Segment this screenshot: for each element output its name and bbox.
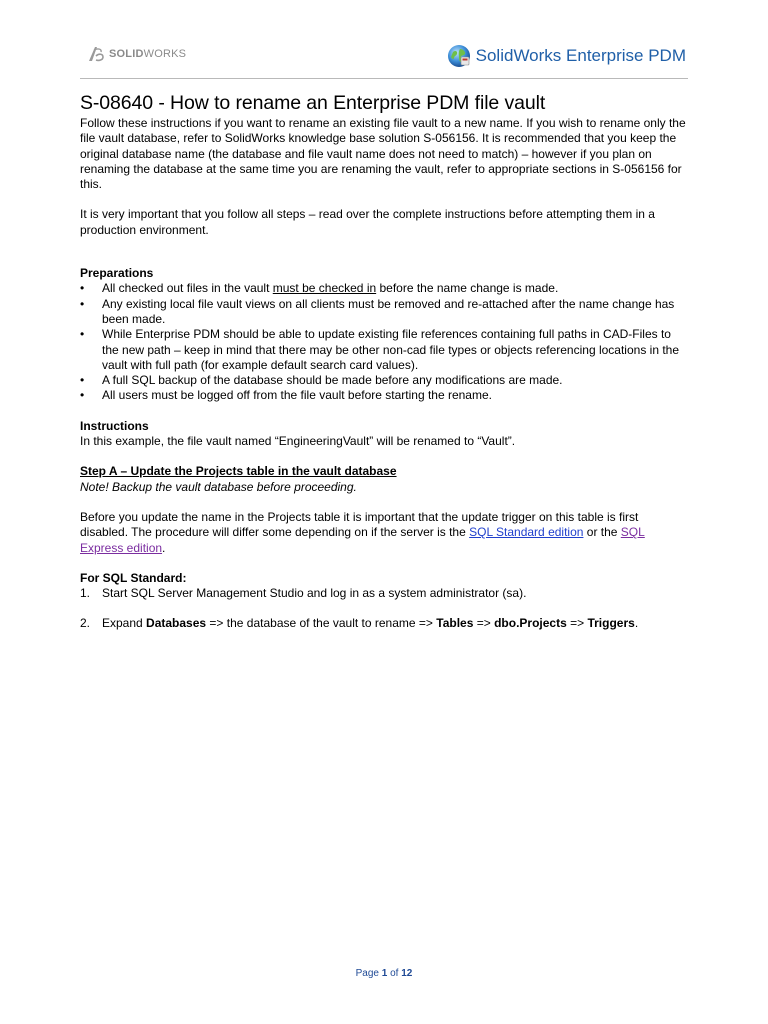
preparations-heading: Preparations bbox=[80, 266, 154, 281]
list-item: • A full SQL backup of the database should be made before any modifications are made. bbox=[80, 373, 686, 388]
preparations-list bbox=[80, 281, 686, 403]
warning-paragraph: It is very important that you follow all steps – read over the complete instructions before attempting them in a production environment. bbox=[80, 207, 655, 237]
step-a-heading: Step A – Update the Projects table in the vault database bbox=[80, 464, 397, 479]
solidworks-wordmark: SOLIDWORKS bbox=[109, 48, 187, 60]
header-divider bbox=[80, 78, 688, 79]
intro-paragraph: Follow these instructions if you want to rename an existing file vault to a new name. If you wish to rename only the file vault database, refer to SolidWorks knowledge base solution S-056156. It is recommended that you keep the original database name (the database and file vault name does not need to match) – however if you plan on renaming the database at the same time you are renaming the vault, refer to appropriate sections in S-056156 for this. bbox=[80, 116, 686, 192]
page-footer bbox=[0, 968, 768, 979]
instructions-heading: Instructions bbox=[80, 418, 149, 433]
sql-express-link[interactable]: SQL Express edition bbox=[80, 525, 645, 555]
document-title: S-08640 - How to rename an Enterprise PDM file vault bbox=[80, 92, 546, 114]
sql-standard-heading: For SQL Standard: bbox=[80, 570, 187, 585]
list-item: • While Enterprise PDM should be able to update existing file references containing full paths in CAD-Files to the new path – keep in mind that there may be other non-cad file types or objects referencing locations in the vault with full path (for example default search card values). bbox=[80, 327, 686, 373]
ds-logo-icon bbox=[86, 44, 108, 64]
step-item: 1. Start SQL Server Management Studio and log in as a system administrator (sa). bbox=[80, 586, 527, 601]
step-a-note: Note! Backup the vault database before proceeding. bbox=[80, 479, 357, 494]
page-header bbox=[80, 38, 688, 78]
list-item: • All checked out files in the vault must be checked in before the name change is made. bbox=[80, 281, 686, 296]
sql-standard-link[interactable]: SQL Standard edition bbox=[469, 525, 584, 540]
page-number: Page 1 of 12 bbox=[355, 968, 413, 979]
enterprise-pdm-title: SolidWorks Enterprise PDM bbox=[475, 46, 686, 65]
step-item: 2. Expand Databases => the database of the vault to rename => Tables => dbo.Projects => Triggers. bbox=[80, 616, 639, 631]
list-item: • All users must be logged off from the file vault before starting the rename. bbox=[80, 388, 686, 403]
enterprise-pdm-brand bbox=[447, 44, 686, 68]
globe-icon bbox=[447, 44, 471, 68]
list-item: • Any existing local file vault views on all clients must be removed and re-attached after the name change has been made. bbox=[80, 297, 686, 328]
solidworks-logo bbox=[86, 44, 186, 64]
instructions-text: In this example, the file vault named “EngineeringVault” will be renamed to “Vault”. bbox=[80, 434, 516, 449]
step-a-paragraph: Before you update the name in the Projects table it is important that the update trigger on this table is first disabled. The procedure will differ some depending on if the server is the SQL Standard edition or the SQL Express edition. bbox=[80, 509, 645, 555]
document-body bbox=[80, 92, 686, 632]
